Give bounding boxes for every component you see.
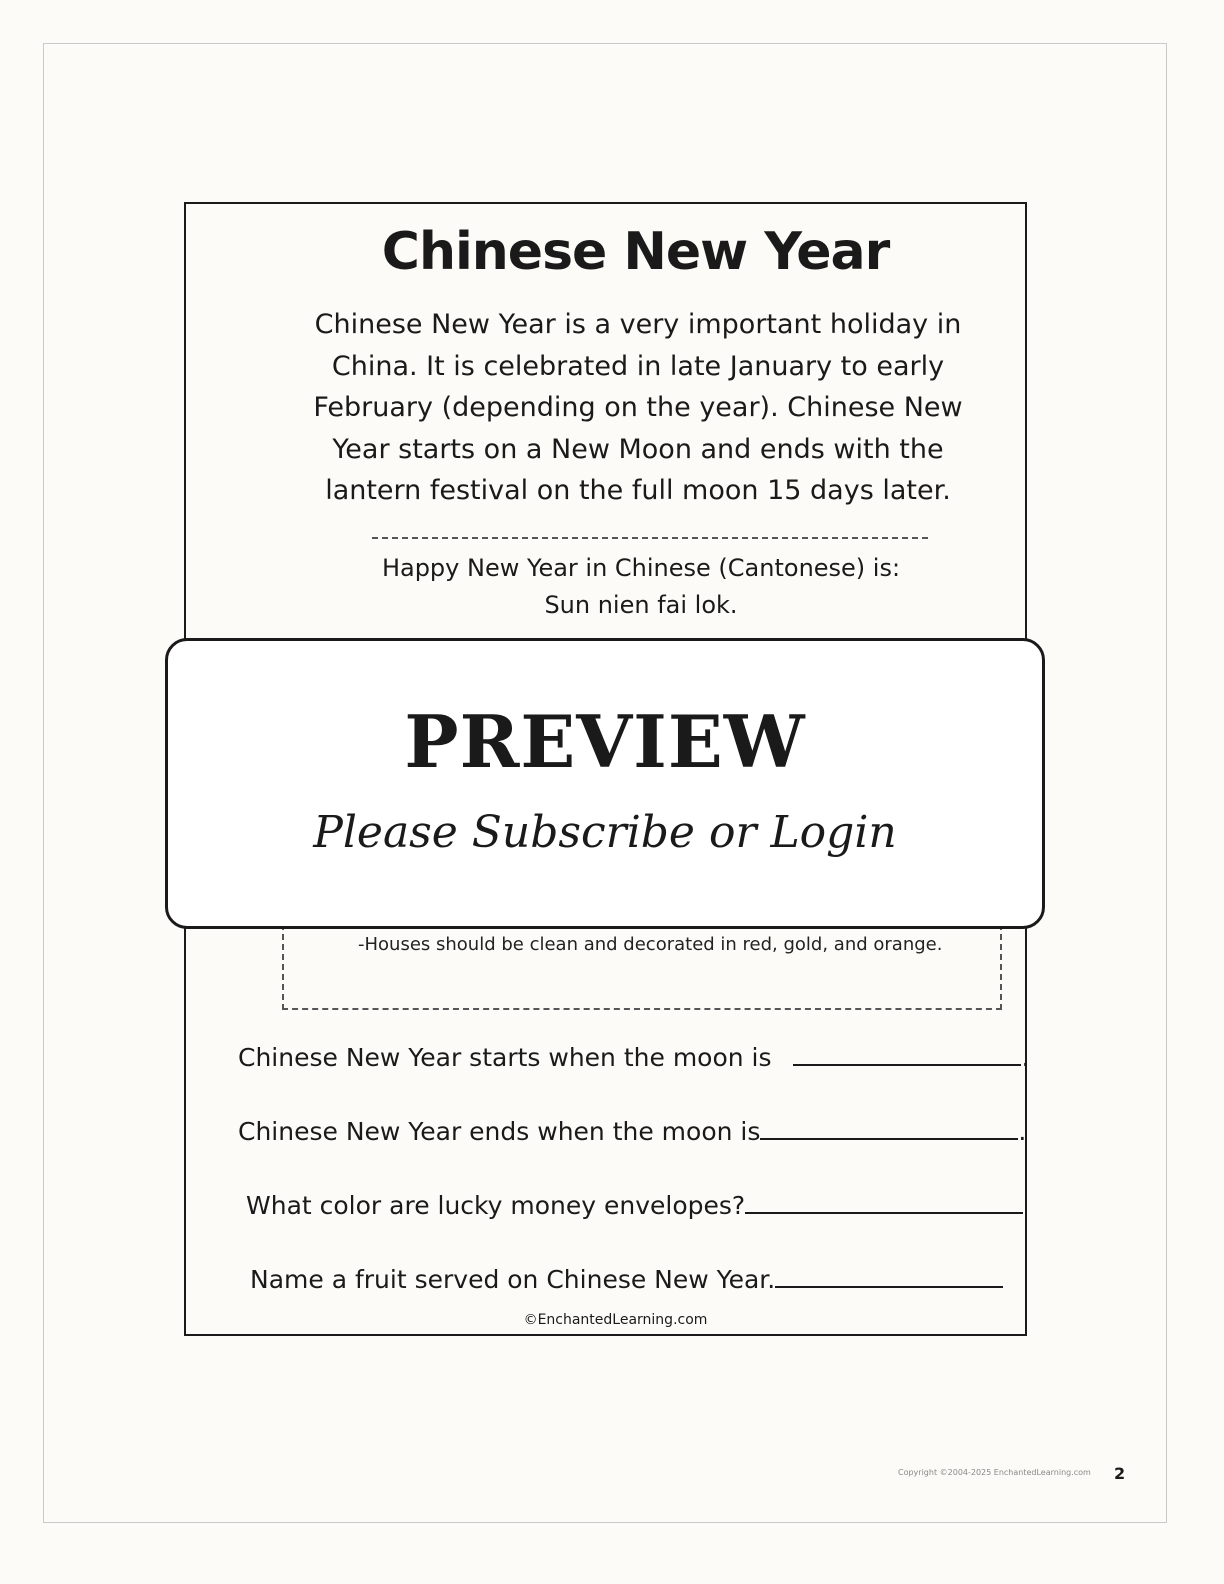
greeting-label: Happy New Year in Chinese (Cantonese) is: (381, 554, 901, 582)
answer-blank[interactable] (775, 1264, 1003, 1288)
intro-line: lantern festival on the full moon 15 days later. (325, 475, 951, 506)
intro-paragraph (298, 304, 978, 512)
intro-line: February (depending on the year). Chinese New (313, 392, 963, 423)
answer-blank[interactable] (793, 1042, 1021, 1066)
greeting-phrase: Sun nien fai lok. (544, 591, 738, 619)
question-suffix: . (1021, 1043, 1030, 1072)
page-copyright: Copyright ©2004-2025 EnchantedLearning.com (898, 1468, 1091, 1477)
question-4 (250, 1264, 1003, 1294)
intro-line: China. It is celebrated in late January to early (331, 350, 945, 382)
intro-line: Year starts on a New Moon and ends with the (332, 433, 944, 465)
question-text: Chinese New Year ends when the moon is (238, 1117, 761, 1146)
subscribe-login-prompt[interactable]: Please Subscribe or Login (313, 807, 897, 858)
answer-blank[interactable] (745, 1190, 1023, 1214)
answer-blank[interactable] (760, 1116, 1018, 1140)
custom-item: -Houses should be clean and decorated in red, gold, and orange. (358, 934, 943, 955)
worksheet-title: Chinese New Year (381, 222, 890, 282)
question-3 (246, 1190, 1023, 1220)
worksheet-copyright: ©EnchantedLearning.com (523, 1312, 708, 1328)
question-suffix: . (1018, 1117, 1027, 1146)
question-2 (238, 1116, 1026, 1146)
dashed-divider (372, 537, 928, 539)
preview-title: PREVIEW (404, 699, 806, 784)
question-text: Chinese New Year starts when the moon is (238, 1043, 772, 1072)
page-number: 2 (1114, 1464, 1126, 1483)
question-text: Name a fruit served on Chinese New Year. (250, 1265, 776, 1294)
intro-line: Chinese New Year is a very important holiday in (314, 309, 962, 340)
question-1 (238, 1042, 1029, 1072)
preview-overlay[interactable] (165, 638, 1045, 929)
greeting-block (286, 550, 996, 624)
question-text: What color are lucky money envelopes? (246, 1191, 746, 1220)
